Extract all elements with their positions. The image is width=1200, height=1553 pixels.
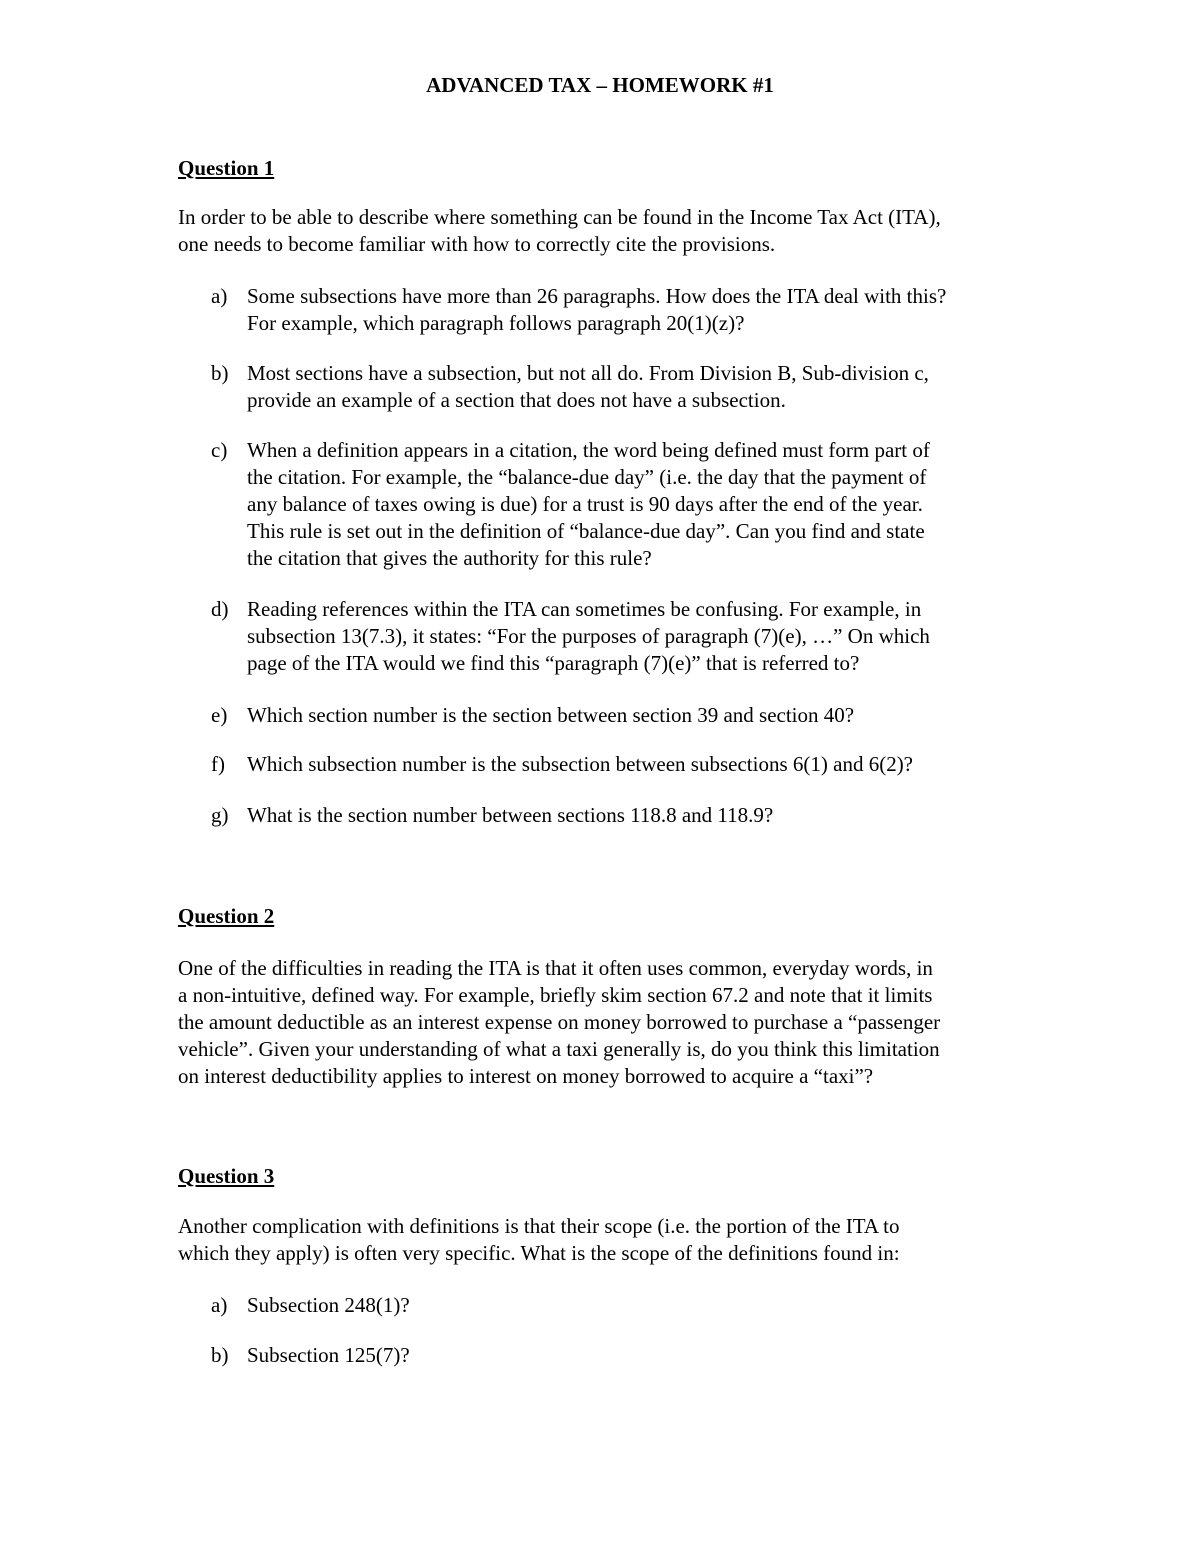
item-label: c) bbox=[211, 438, 228, 462]
item-label: b) bbox=[211, 1343, 229, 1367]
question-1-intro-line: one needs to become familiar with how to correctly cite the provisions. bbox=[178, 232, 776, 256]
question-1-intro bbox=[178, 204, 1038, 258]
question-1-item-f bbox=[211, 751, 1041, 778]
question-2-line: the amount deductible as an interest expense on money borrowed to purchase a “passenger bbox=[178, 1010, 941, 1034]
question-3-heading: Question 3 bbox=[178, 1164, 275, 1188]
question-1-item-b bbox=[211, 360, 1041, 414]
item-line: Which subsection number is the subsection between subsections 6(1) and 6(2)? bbox=[247, 752, 914, 776]
item-label: e) bbox=[211, 703, 228, 727]
item-label: b) bbox=[211, 361, 229, 385]
question-2-heading: Question 2 bbox=[178, 904, 275, 928]
item-line: For example, which paragraph follows paragraph 20(1)(z)? bbox=[247, 311, 745, 335]
question-2-line: a non-intuitive, defined way. For example, briefly skim section 67.2 and note that it limits bbox=[178, 983, 933, 1007]
question-3-item-a bbox=[211, 1292, 1041, 1319]
question-1-item-d bbox=[211, 596, 1041, 677]
item-text bbox=[247, 802, 1041, 829]
question-1-intro-line: In order to be able to describe where something can be found in the Income Tax Act (ITA), bbox=[178, 205, 941, 229]
item-line: page of the ITA would we find this “paragraph (7)(e)” that is referred to? bbox=[247, 651, 860, 675]
item-line: What is the section number between sections 118.8 and 118.9? bbox=[247, 803, 774, 827]
item-label: a) bbox=[211, 284, 228, 308]
item-line: When a definition appears in a citation, the word being defined must form part of bbox=[247, 438, 930, 462]
question-1-item-e bbox=[211, 702, 1041, 729]
question-3-item-b bbox=[211, 1342, 1041, 1369]
item-text: Subsection 125(7)? bbox=[247, 1343, 410, 1367]
item-label: d) bbox=[211, 597, 229, 621]
document-title: ADVANCED TAX – HOMEWORK #1 bbox=[426, 73, 774, 97]
question-1-heading: Question 1 bbox=[178, 156, 275, 180]
item-line: any balance of taxes owing is due) for a trust is 90 days after the end of the year. bbox=[247, 492, 923, 516]
item-text: Subsection 248(1)? bbox=[247, 1293, 410, 1317]
item-line: subsection 13(7.3), it states: “For the purposes of paragraph (7)(e), …” On which bbox=[247, 624, 930, 648]
item-label: a) bbox=[211, 1293, 228, 1317]
item-line: Most sections have a subsection, but not all do. From Division B, Sub-division c, bbox=[247, 361, 929, 385]
question-3-body bbox=[178, 1213, 1038, 1267]
item-line: provide an example of a section that does not have a subsection. bbox=[247, 388, 786, 412]
item-text bbox=[247, 702, 1041, 729]
item-line: the citation that gives the authority for this rule? bbox=[247, 546, 652, 570]
item-text bbox=[247, 283, 1041, 337]
question-3-line: Another complication with definitions is that their scope (i.e. the portion of the ITA to bbox=[178, 1214, 900, 1238]
item-text bbox=[247, 437, 1041, 572]
item-text bbox=[247, 596, 1041, 677]
question-1-item-a bbox=[211, 283, 1041, 337]
question-2-line: on interest deductibility applies to interest on money borrowed to acquire a “taxi”? bbox=[178, 1064, 874, 1088]
question-2-line: vehicle”. Given your understanding of what a taxi generally is, do you think this limitation bbox=[178, 1037, 940, 1061]
question-1-item-c bbox=[211, 437, 1041, 572]
item-line: the citation. For example, the “balance-due day” (i.e. the day that the payment of bbox=[247, 465, 927, 489]
item-label: g) bbox=[211, 803, 229, 827]
item-line: Some subsections have more than 26 paragraphs. How does the ITA deal with this? bbox=[247, 284, 947, 308]
item-line: Reading references within the ITA can sometimes be confusing. For example, in bbox=[247, 597, 922, 621]
question-1-item-g bbox=[211, 802, 1041, 829]
item-line: Which section number is the section between section 39 and section 40? bbox=[247, 703, 855, 727]
item-label: f) bbox=[211, 752, 225, 776]
item-line: This rule is set out in the definition of “balance-due day”. Can you find and state bbox=[247, 519, 925, 543]
item-text bbox=[247, 751, 1041, 778]
question-3-line: which they apply) is often very specific. What is the scope of the definitions found in: bbox=[178, 1241, 900, 1265]
question-2-line: One of the difficulties in reading the ITA is that it often uses common, everyday words, in bbox=[178, 956, 933, 980]
question-2-body bbox=[178, 955, 1038, 1090]
item-text bbox=[247, 360, 1041, 414]
